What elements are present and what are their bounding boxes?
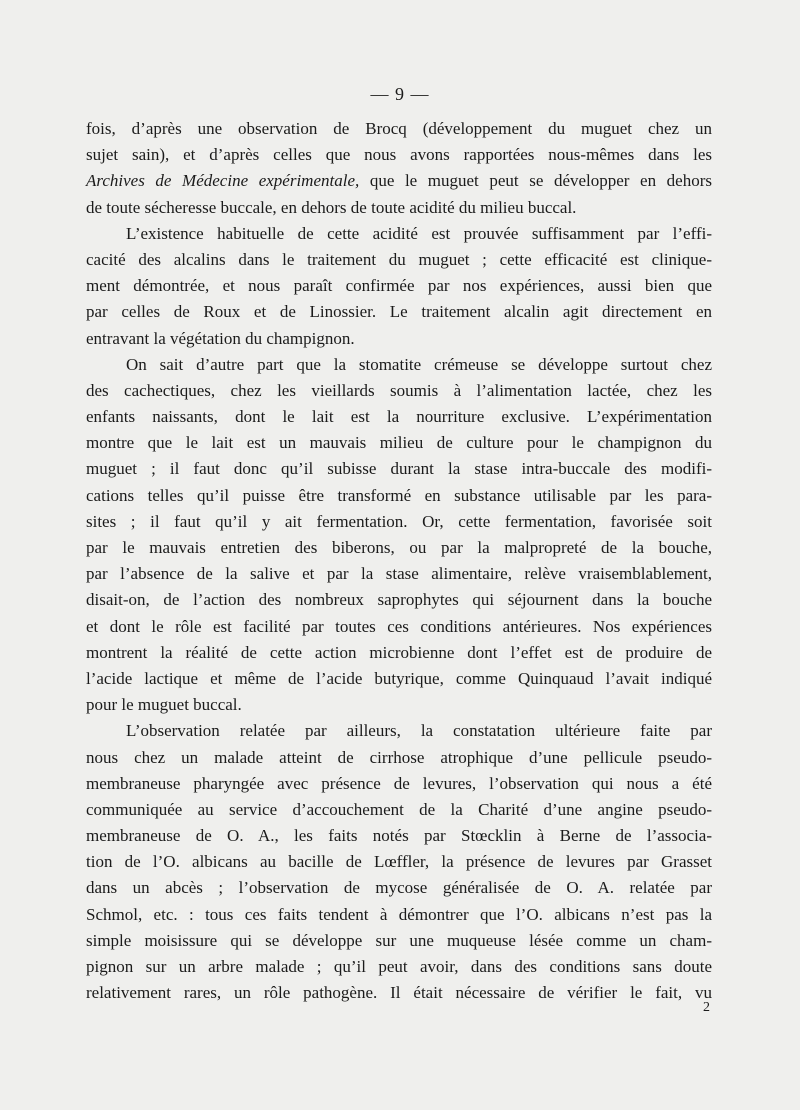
text-line: cacité des alcalins dans le traitement du muguet ; cette efficacité est clinique- — [86, 249, 712, 269]
text-line: nous chez un malade atteint de cirrhose atrophique d’une pellicule pseudo- — [86, 747, 712, 767]
text-line: On sait d’autre part que la stomatite crémeuse se développe surtout chez — [126, 354, 712, 374]
text-line: l’acide lactique et même de l’acide butyrique, comme Quinquaud l’avait indiqué — [86, 668, 712, 688]
text-line — [86, 168, 712, 194]
text-line: membraneuse pharyngée avec présence de levures, l’observation qui nous a été — [86, 773, 712, 793]
text-line: L’observation relatée par ailleurs, la constatation ultérieure faite par — [126, 721, 712, 741]
text-line: communiquée au service d’accouchement de la Charité d’une angine pseudo- — [86, 799, 712, 819]
text-line: sites ; il faut qu’il y ait fermentation. Or, cette fermentation, favorisée soit — [86, 511, 712, 531]
text-line: simple moisissure qui se développe sur une muqueuse lésée comme un cham- — [86, 930, 712, 950]
text-fragment: que le muguet peut se développer en dehors — [359, 171, 712, 191]
text-line: sujet sain), et d’après celles que nous avons rapportées nous-mêmes dans les — [86, 145, 712, 165]
text-line: enfants naissants, dont le lait est la nourriture exclusive. L’expérimentation — [86, 407, 712, 427]
paragraph-2 — [86, 221, 712, 352]
text-line: relativement rares, un rôle pathogène. Il était nécessaire de vérifier le fait, vu — [86, 983, 712, 1003]
text-line: dans un abcès ; l’observation de mycose généralisée de O. A. relatée par — [86, 878, 712, 898]
text-line: ment démontrée, et nous paraît confirmée par nos expériences, aussi bien que — [86, 276, 712, 296]
text-line: par celles de Roux et de Linossier. Le traitement alcalin agit directement en — [86, 302, 712, 322]
paragraph-4 — [86, 718, 712, 1006]
text-line: fois, d’après une observation de Brocq (développement du muguet chez un — [86, 119, 712, 138]
text-line: pour le muguet buccal. — [86, 695, 242, 715]
text-line: cations telles qu’il puisse être transformé en substance utilisable par les para- — [86, 485, 712, 505]
text-line: entravant la végétation du champignon. — [86, 328, 355, 348]
text-line: montrent la réalité de cette action microbienne dont l’effet est de produire de — [86, 642, 712, 662]
paragraph-1 — [86, 116, 712, 221]
text-line: disait-on, de l’action des nombreux saprophytes qui séjournent dans la bouche — [86, 590, 712, 610]
text-line: par le mauvais entretien des biberons, ou par la malpropreté de la bouche, — [86, 538, 712, 557]
paragraph-3 — [86, 352, 712, 719]
text-line: Schmol, etc. : tous ces faits tendent à démontrer que l’O. albicans n’est pas la — [86, 904, 712, 924]
text-line: de toute sécheresse buccale, en dehors de toute acidité du milieu buccal. — [86, 197, 577, 217]
page-number-header: — 9 — — [370, 84, 430, 104]
text-line: L’existence habituelle de cette acidité est prouvée suffisamment par l’effi- — [126, 223, 712, 243]
text-line: pignon sur un arbre malade ; qu’il peut avoir, dans des conditions sans doute — [86, 957, 712, 976]
text-line: tion de l’O. albicans au bacille de Lœffler, la présence de levures par Grasset — [86, 852, 712, 872]
text-line: par l’absence de la salive et par la stase alimentaire, relève vraisemblablement, — [86, 564, 712, 584]
text-line: des cachectiques, chez les vieillards soumis à l’alimentation lactée, chez les — [86, 380, 712, 400]
text-line: et dont le rôle est facilité par toutes ces conditions antérieures. Nos expériences — [86, 616, 712, 636]
signature-mark: 2 — [703, 1000, 710, 1015]
journal-title-italic: Archives de Médecine expérimentale, — [86, 171, 360, 191]
body-text — [86, 116, 712, 1006]
text-line: membraneuse de O. A., les faits notés par Stœcklin à Berne de l’associa- — [86, 826, 712, 846]
text-line: muguet ; il faut donc qu’il subisse durant la stase intra-buccale des modifi- — [86, 459, 712, 479]
text-line: montre que le lait est un mauvais milieu de culture pour le champignon du — [86, 433, 712, 453]
